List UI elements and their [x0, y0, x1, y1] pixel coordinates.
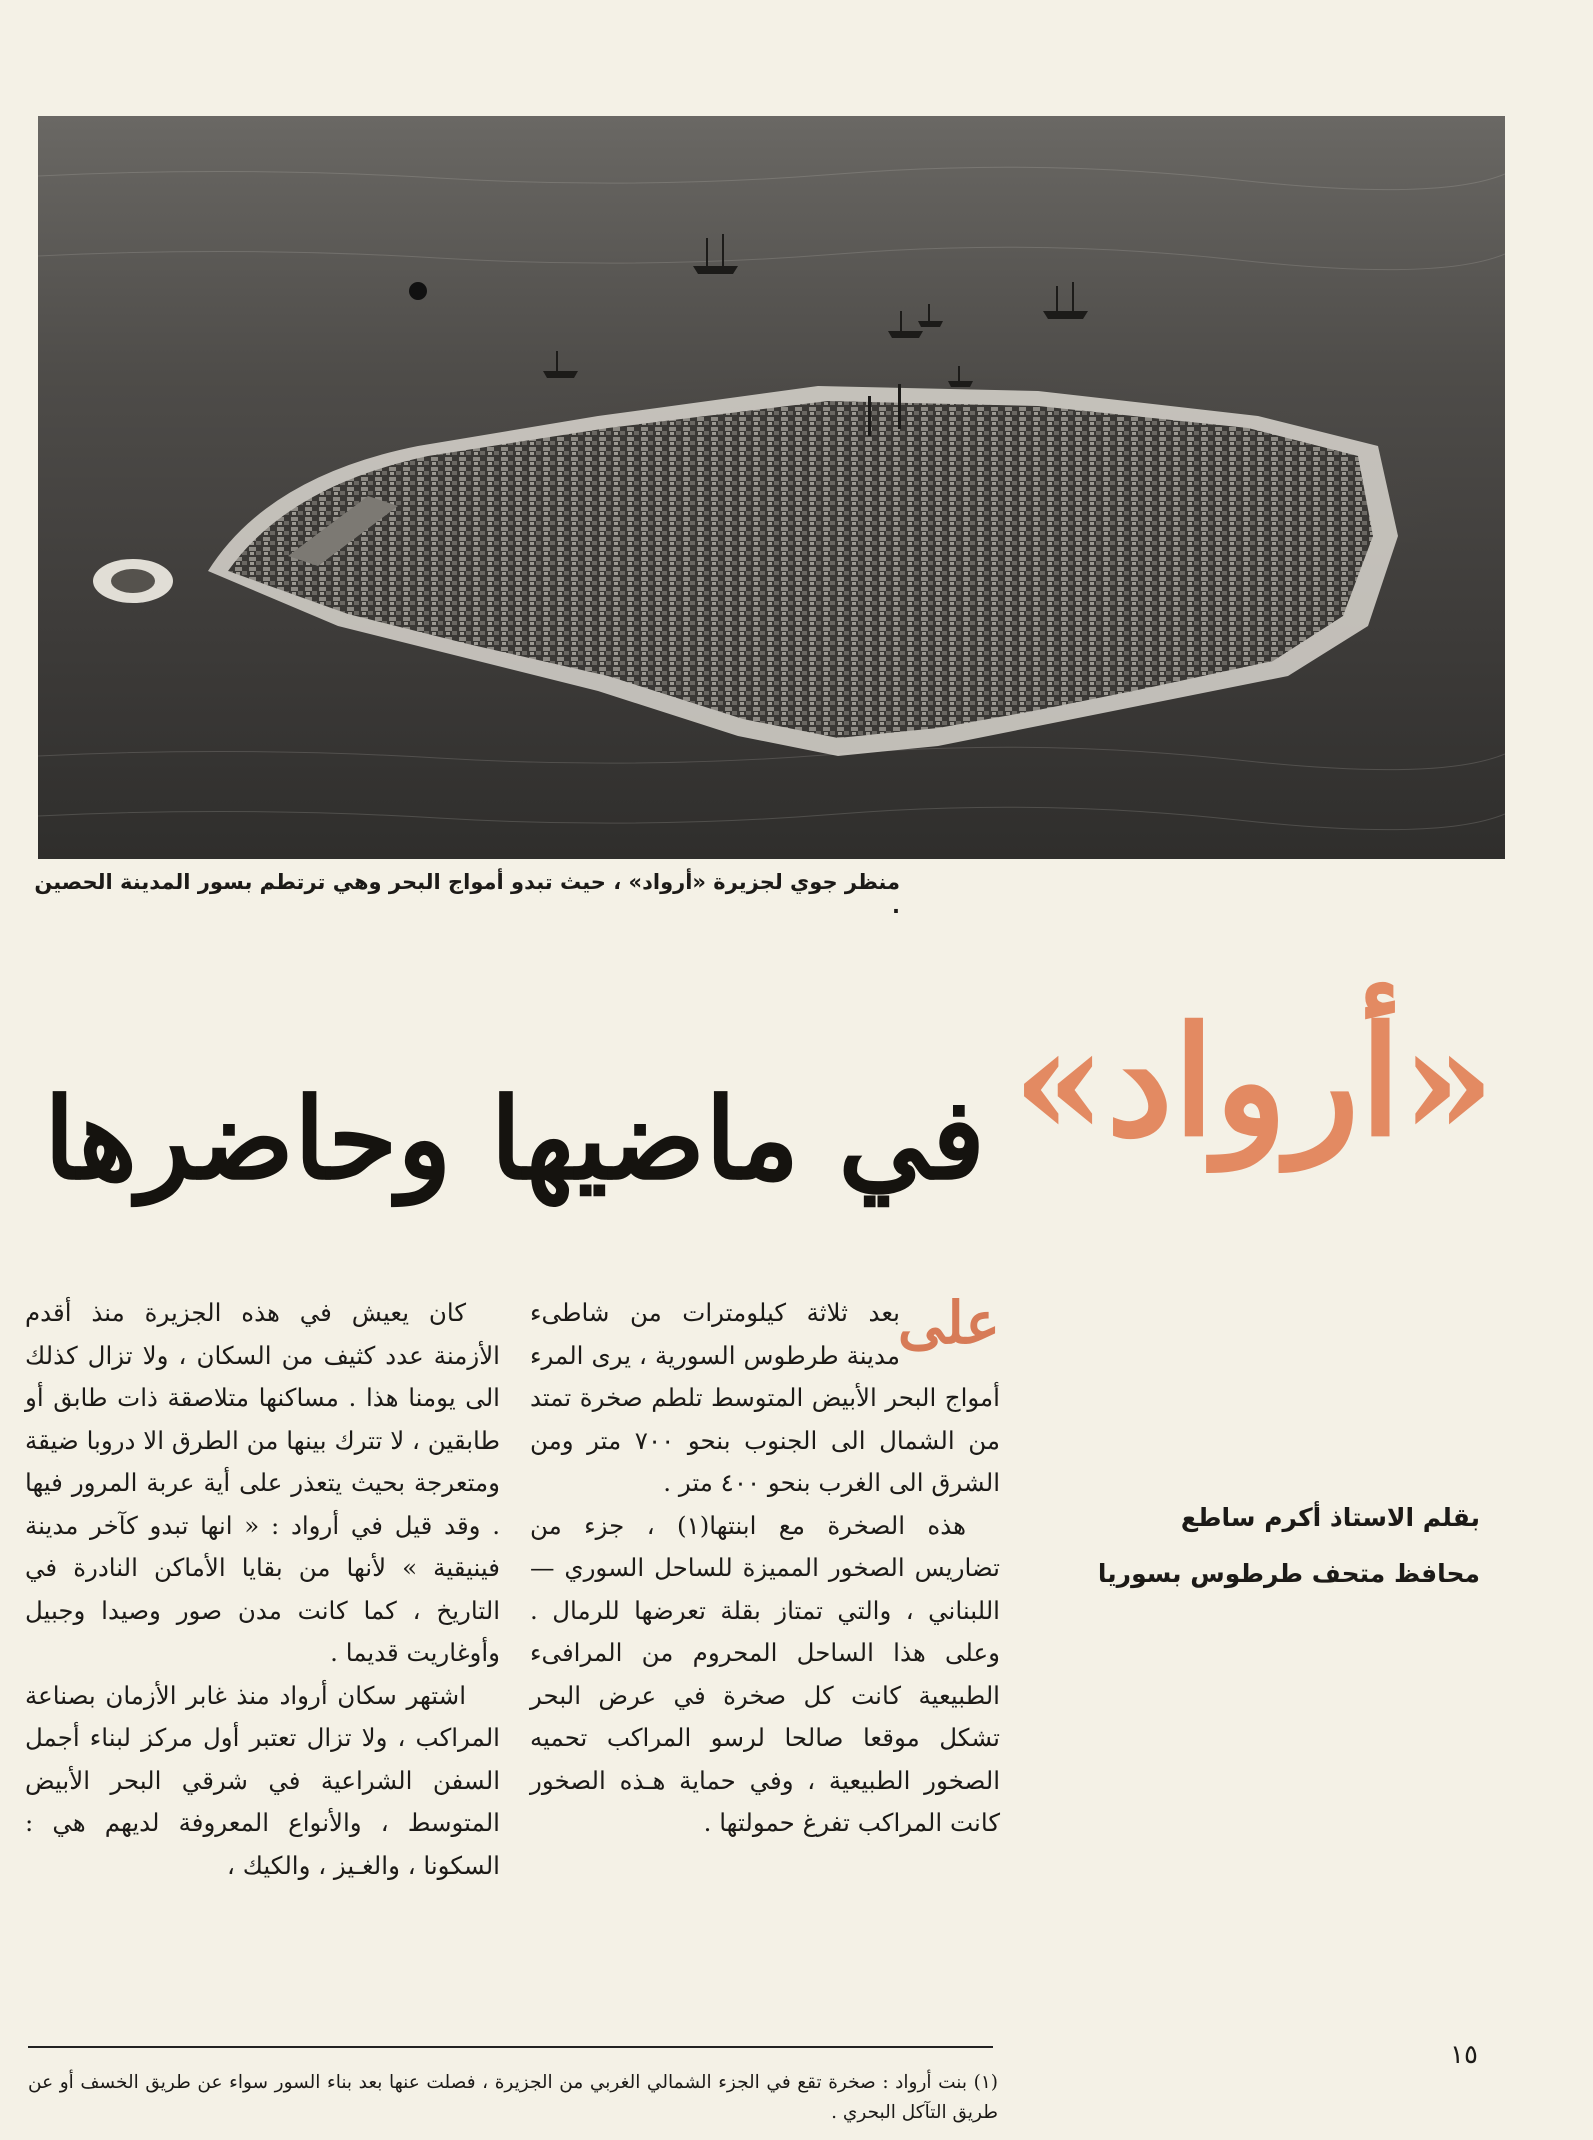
author-title: محافظ متحف طرطوس بسوريا — [1097, 1559, 1480, 1588]
byline — [1060, 1490, 1480, 1602]
article-column-left — [25, 1292, 500, 1887]
article-column-right — [530, 1289, 1000, 1845]
article-subtitle: في ماضيها وحاضرها — [43, 1074, 986, 1205]
island-illustration — [38, 116, 1505, 859]
dark-dot — [409, 282, 427, 300]
article-title: «أرواد» — [1012, 994, 1495, 1170]
photo-caption: منظر جوي لجزيرة «أرواد» ، حيث تبدو أمواج البحر وهي ترتطم بسور المدينة الحصين . — [34, 870, 900, 918]
paragraph: كان يعيش في هذه الجزيرة منذ أقدم الأزمنة عدد كثيف من السكان ، ولا تزال كذلك الى يومنا هذا . مساكنها متلاصقة ذات طابق أو طابقين ، لا تترك بينها من الطرق الا دروبا ضيقة ومتعرجة بحيث يتعذر على أية عربة المرور فيها . وقد قيل في أرواد : « انها تبدو كآخر مدينة فينيقية » لأنها من بقايا الأماكن النادرة في التاريخ ، كما كانت مدن صور وصيدا وجبيل وأوغاريت قديما . — [25, 1298, 500, 1667]
paragraph: اشتهر سكان أرواد منذ غابر الأزمان بصناعة المراكب ، ولا تزال تعتبر أول مركز لبناء أجمل السفن الشراعية في شرقي البحر الأبيض المتوسط ، والأنواع المعروفة لديهم هي : السكونا ، والغـيز ، والكيك ، — [25, 1680, 500, 1880]
paragraph: هذه الصخرة مع ابنتها(١) ، جزء من تضاريس الصخور المميزة للساحل السوري — اللبناني ، والتي تمتاز بقلة تعرضها للرمال . وعلى هذا الساحل المحروم من المرافىء الطبيعية كانت كل صخرة في عرض البحر تشكل موقعا صالحا لرسو المراكب تحميه الصخور الطبيعية ، وفي حماية هـذه الصخور كانت المراكب تفرغ حمولتها . — [530, 1510, 1000, 1837]
footnote-divider — [28, 2046, 993, 2048]
author-name: بقلم الاستاذ أكرم ساطع — [1180, 1503, 1480, 1532]
page-number: ١٥ — [1450, 2040, 1478, 2070]
drop-cap: على — [897, 1289, 1000, 1357]
aerial-island-photo — [38, 116, 1505, 859]
paragraph: بعد ثلاثة كيلومترات من شاطىء مدينة طرطوس السورية ، يرى المرء أمواج البحر الأبيض المتوسط تلطم صخرة تمتد من الشمال الى الجنوب بنحو ٧٠٠ متر ومن الشرق الى الغرب بنحو ٤٠٠ متر . — [530, 1298, 1000, 1497]
footnote: (١) بنت أرواد : صخرة تقع في الجزء الشمالي الغربي من الجزيرة ، فصلت عنها بعد بناء السور سواء عن طريق الخسف أو عن طريق التآكل البحري . — [28, 2072, 998, 2123]
